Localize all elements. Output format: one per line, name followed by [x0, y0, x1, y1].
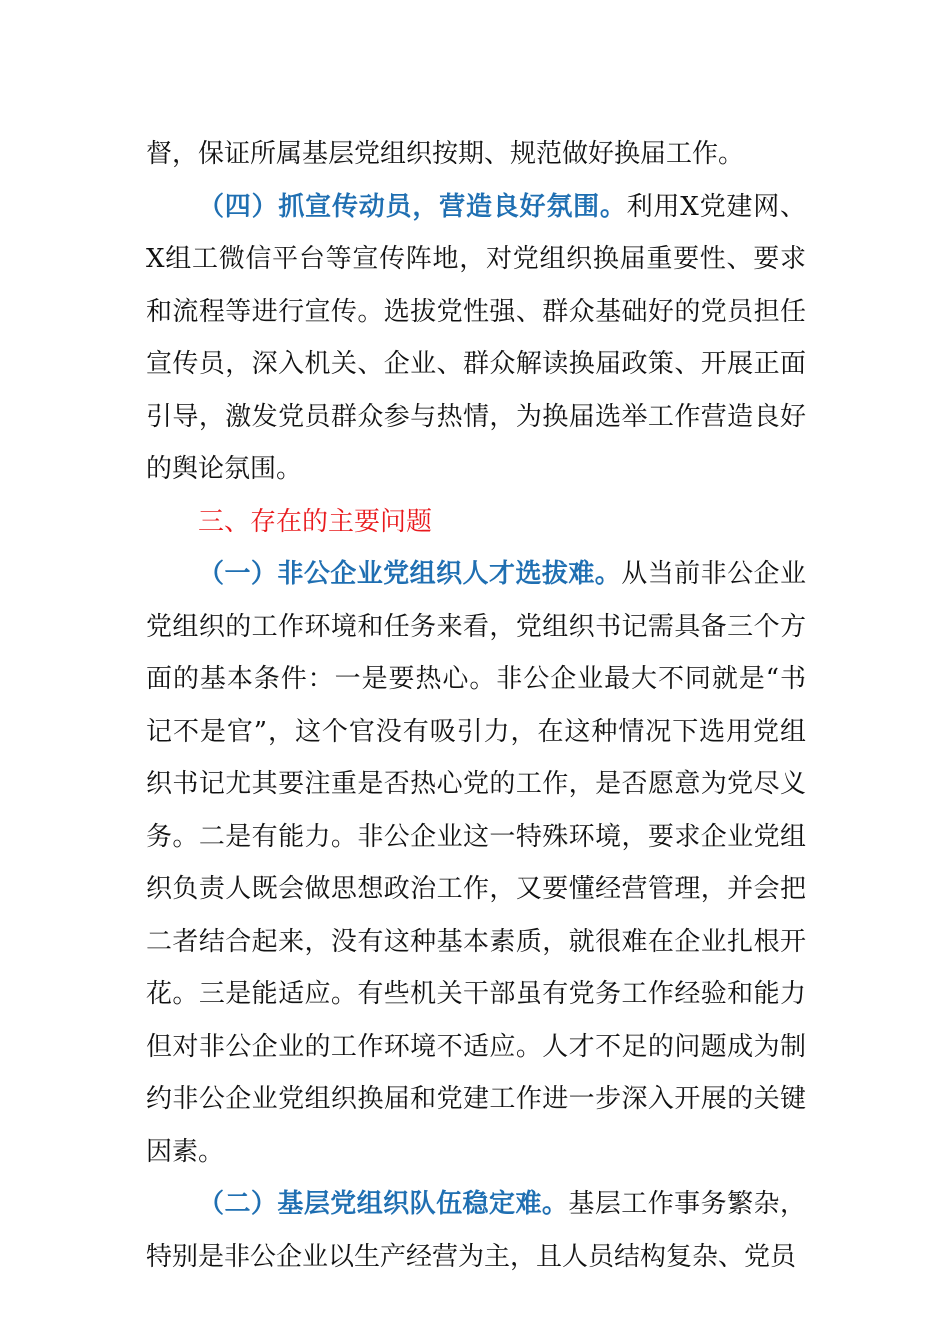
problem-1-body: 从当前非公企业党组织的工作环境和任务来看，党组织书记需具备三个方面的基本条件：一是要热心。非公企业最大不同就是“书记不是官”，这个官没有吸引力，在这种情况下选用党组织书记尤其要注重是否热心党的工作，是否愿意为党尽义务。二是有能力。非公企业这一特殊环境，要求企业党组织负责人既会做思想政治工作，又要懂经营管理，并会把二者结合起来，没有这种基本素质，就很难在企业扎根开花。三是能适应。有些机关干部虽有党务工作经验和能力但对非公企业的工作环境不适应。人才不足的问题成为制约非公企业党组织换届和党建工作进一步深入开展的关键因素。	[146, 559, 806, 1167]
paragraph-section-4	[146, 181, 806, 496]
problem-1-heading: （一）非公企业党组织人才选拔难。	[198, 559, 622, 589]
problem-2-body: 基层工作事务繁杂，特别是非公企业以生产经营为主，且人员结构复杂、党员	[146, 1189, 806, 1272]
document-body	[146, 128, 806, 1283]
section-4-body: 利用X党建网、X组工微信平台等宣传阵地，对党组织换届重要性、要求和流程等进行宣传。选拔党性强、群众基础好的党员担任宣传员，深入机关、企业、群众解读换届政策、开展正面引导，激发党员群众参与热情，为换届选举工作营造良好的舆论氛围。	[146, 191, 806, 484]
paragraph-problem-2	[146, 1178, 806, 1283]
problem-2-heading: （二）基层党组织队伍稳定难。	[198, 1189, 569, 1219]
section-4-heading: （四）抓宣传动员，营造良好氛围。	[198, 191, 627, 222]
section-three-title: 三、存在的主要问题	[198, 506, 433, 537]
paragraph-problem-1	[146, 548, 806, 1178]
paragraph-continued: 督，保证所属基层党组织按期、规范做好换届工作。	[146, 139, 745, 169]
